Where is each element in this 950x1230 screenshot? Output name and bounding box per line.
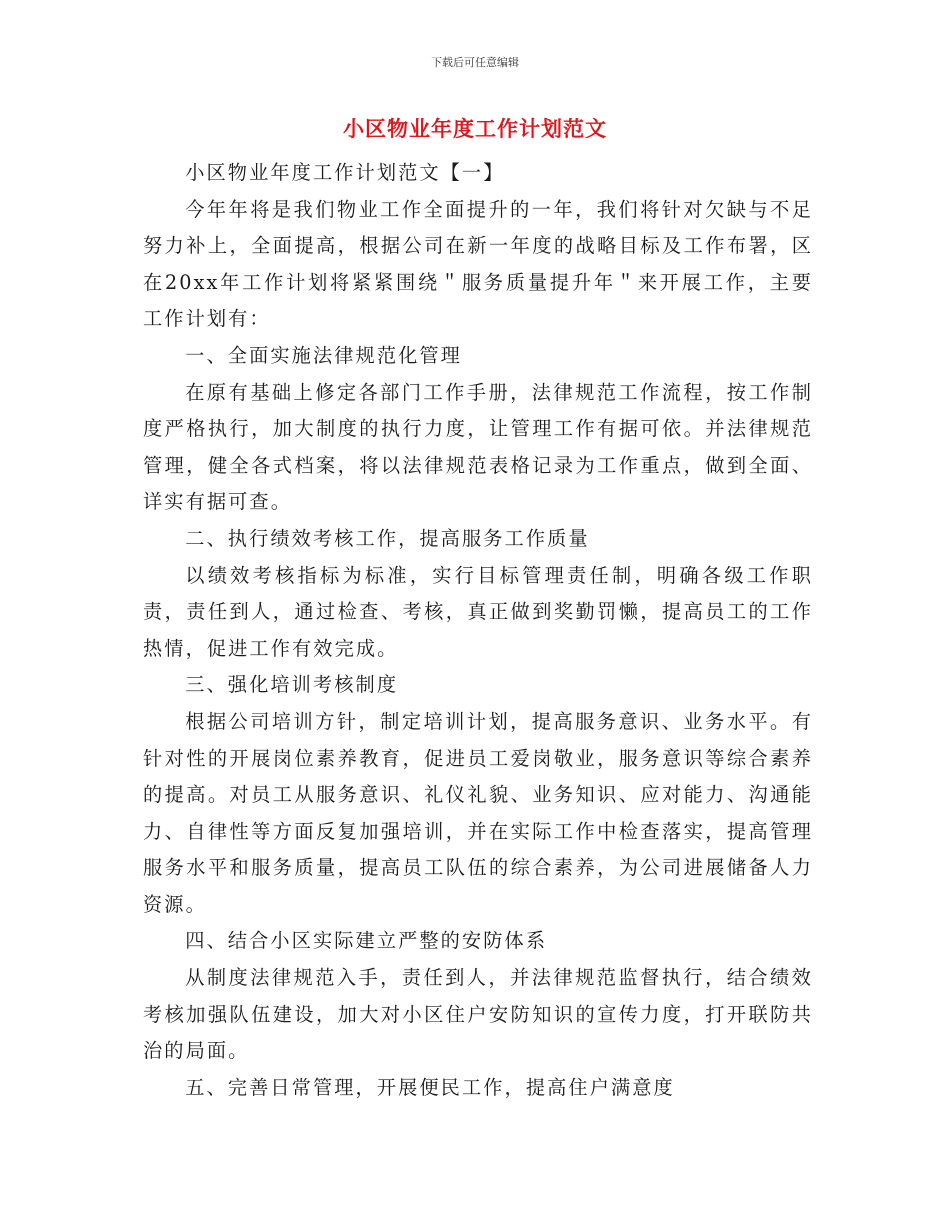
section-heading: 二、执行绩效考核工作，提高服务工作质量 — [185, 526, 590, 550]
body-paragraph: 从制度法律规范入手，责任到人，并法律规范监督执行，结合绩效考核加强队伍建设，加大对小区住户安防知识的宣传力度，打开联防共治的局面。 — [143, 966, 813, 1063]
document-title: 小区物业年度工作计划范文 — [343, 117, 607, 141]
section-heading: 一、全面实施法律规范化管理 — [185, 343, 462, 367]
header-note: 下载后可任意编辑 — [431, 56, 519, 69]
body-paragraph: 在原有基础上修定各部门工作手册，法律规范工作流程，按工作制度严格执行，加大制度的执行力度，让管理工作有据可依。并法律规范管理，健全各式档案，将以法律规范表格记录为工作重点，做到全面、详实有据可查。 — [143, 380, 813, 514]
document-body — [143, 155, 813, 1106]
body-paragraph: 今年年将是我们物业工作全面提升的一年，我们将针对欠缺与不足努力补上，全面提高，根据公司在新一年度的战略目标及工作布署，区在20xx年工作计划将紧紧围绕＂服务质量提升年＂来开展工作，主要工作计划有： — [143, 197, 813, 331]
section-heading: 小区物业年度工作计划范文【一】 — [185, 161, 505, 184]
section-heading: 四、结合小区实际建立严整的安防体系 — [185, 929, 548, 953]
section-heading: 三、强化培训考核制度 — [185, 673, 399, 697]
body-paragraph: 根据公司培训方针，制定培训计划，提高服务意识、业务水平。有针对性的开展岗位素养教育，促进员工爱岗敬业，服务意识等综合素养的提高。对员工从服务意识、礼仪礼貌、业务知识、应对能力、沟通能力、自律性等方面反复加强培训，并在实际工作中检查落实，提高管理服务水平和服务质量，提高员工队伍的综合素养，为公司进展储备人力资源。 — [143, 709, 813, 916]
section-heading: 五、完善日常管理，开展便民工作，提高住户满意度 — [185, 1075, 675, 1099]
body-paragraph: 以绩效考核指标为标准，实行目标管理责任制，明确各级工作职责，责任到人，通过检查、考核，真正做到奖勤罚懒，提高员工的工作热情，促进工作有效完成。 — [143, 563, 813, 660]
